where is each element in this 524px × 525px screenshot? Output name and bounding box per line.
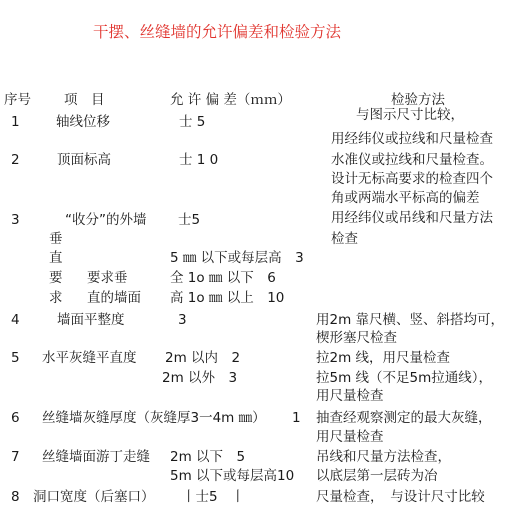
row-method-line: 以底层第一层砖为冶: [316, 468, 438, 484]
vertical-char: 要: [49, 270, 63, 286]
row-method-line: 抽查经观察测定的最大灰缝，: [316, 410, 492, 426]
row-method-line: 楔形塞尺检查: [316, 330, 397, 346]
row-seq: 5: [11, 350, 20, 366]
vertical-char: 求: [49, 290, 63, 306]
row-item: 顶面标高: [57, 152, 111, 168]
vertical-char: 直: [49, 250, 63, 266]
row-seq: 7: [11, 449, 20, 465]
row-item: 洞口宽度（后塞口）: [33, 489, 155, 505]
row-method-line: 吊线和尺量方法检查，: [316, 449, 451, 465]
row-method-line: 用2m 靠尺横、竖、斜搭均可，: [316, 312, 505, 328]
header-method: 检验方法: [391, 92, 445, 108]
row-tolerance: 2m 以内 2: [165, 350, 241, 366]
row-method-line: 尺量检查， 与设计尺寸比较: [316, 489, 485, 505]
row-seq: 8: [11, 489, 20, 505]
row-tolerance: 丨士5 丨: [182, 489, 245, 505]
row-method-line: 拉5m 线（不足5m拉通线），: [316, 370, 493, 386]
row-item: 丝缝墙灰缝厚度（灰缝厚3一4m ㎜）: [42, 410, 266, 426]
row-method-line: 水准仪或拉线和尺量检查。: [331, 152, 493, 168]
row-tolerance-2: 5m 以下或每层高10: [170, 468, 295, 484]
row-seq: 4: [11, 312, 20, 328]
sub-label: 直的墙面: [87, 290, 141, 306]
row-seq: 2: [11, 152, 20, 168]
row-seq: 3: [11, 212, 20, 228]
header-tolerance: 允 许 偏 差（ｍｍ）: [170, 92, 291, 108]
header-seq: 序号: [4, 92, 31, 108]
row-method-line: 设计无标高要求的检查四个: [331, 171, 493, 187]
row-method-line: 与图示尺寸比较，: [356, 107, 464, 123]
row-item: 轴线位移: [56, 114, 110, 130]
row-method-line: 拉2m 线，用尺量检查: [316, 350, 451, 366]
sub-tolerance: 全 1o ㎜ 以下 6: [170, 270, 276, 286]
row-tolerance-2: 2m 以外 3: [162, 370, 238, 386]
row-method-line: 检查: [331, 231, 358, 247]
row-method-line: 用经纬仪或拉线和尺量检查: [331, 131, 493, 147]
row-method-line: 用尺量检查: [316, 429, 384, 445]
row-tolerance: 1: [292, 410, 301, 426]
sub-label: 要求垂: [87, 270, 128, 286]
row-tolerance: 3: [178, 312, 187, 328]
row-method-line: 用经纬仪或吊线和尺量方法: [331, 210, 493, 226]
vertical-char: 垂: [49, 231, 63, 247]
row-tolerance: 士5: [178, 212, 201, 228]
row-item: 墙面平整度: [57, 312, 125, 328]
header-item: 项 目: [64, 92, 105, 108]
row-tolerance: 士 5: [179, 114, 206, 130]
row-item: 水平灰缝平直度: [42, 350, 137, 366]
row-seq: 1: [11, 114, 20, 130]
row-seq: 6: [11, 410, 20, 426]
sub-tolerance: 5 ㎜ 以下或每层高 3: [170, 250, 304, 266]
row-tolerance: 2m 以下 5: [170, 449, 246, 465]
row-item: 丝缝墙面游丁走缝: [42, 449, 150, 465]
document-title: 干摆、丝缝墙的允许偏差和检验方法: [93, 23, 342, 41]
row-method-line: 角或两端水平标高的偏差: [331, 190, 480, 206]
row-item: “收分”的外墙: [65, 212, 147, 228]
row-method-line: 用尺量检查: [316, 388, 384, 404]
row-tolerance: 士 1 0: [179, 152, 219, 168]
sub-tolerance: 高 1o ㎜ 以上 10: [170, 290, 285, 306]
